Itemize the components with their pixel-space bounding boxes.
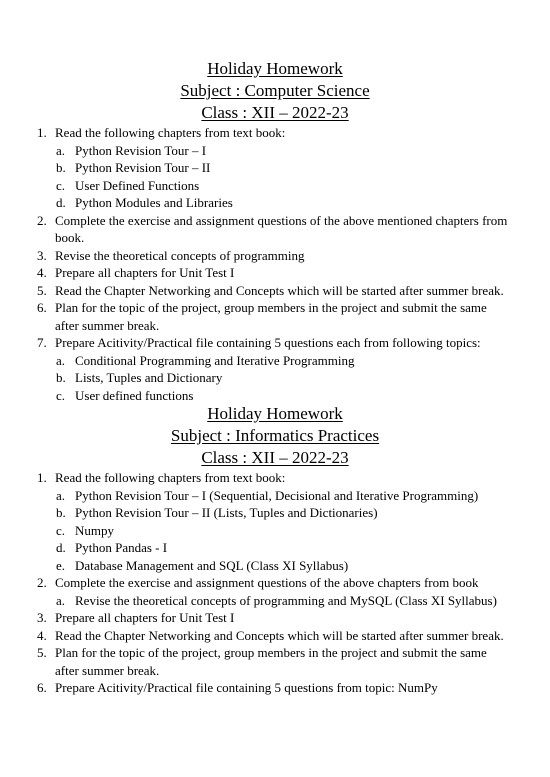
task-item [0,679,550,697]
subtask-letter: b. [56,370,66,385]
ip-subject: Subject : Informatics Practices [170,426,380,445]
task-text: Prepare Acitivity/Practical file containing 5 questions each from following topics: [55,335,481,350]
subtask-text: Numpy [75,522,114,538]
subtask-letter: a. [56,592,66,608]
subtask-item [55,369,510,387]
task-text: Read the following chapters from text book: [55,125,286,140]
subtask-list [55,142,510,212]
subtask-letter: c. [56,387,66,403]
subtask-text: Python Modules and Libraries [75,195,233,210]
task-item [0,247,550,265]
task-text: Complete the exercise and assignment questions of the above mentioned chapters from book. [55,212,508,245]
subtask-letter: a. [56,352,66,368]
task-item [0,644,550,679]
subtask-text: Revise the theoretical concepts of programming and MySQL (Class XI Syllabus) [75,592,497,608]
subtask-item [55,387,510,405]
subtask-list [55,487,510,575]
subtask-item [55,539,510,557]
task-item [0,609,550,627]
subtask-letter: d. [56,195,66,210]
subtask-text: Lists, Tuples and Dictionary [75,370,223,385]
task-text: Read the Chapter Networking and Concepts which will be started after summer break. [55,282,504,298]
task-item [0,124,550,212]
task-item [0,299,550,334]
task-number: 2. [37,212,47,228]
subtask-text: Python Pandas - I [75,540,168,555]
task-item [0,334,550,404]
ip-class: Class : XII – 2022-23 [201,448,349,467]
task-item [0,469,550,574]
subtask-letter: a. [56,142,66,158]
subtask-text: Python Revision Tour – II [75,160,211,175]
cs-section [0,58,550,404]
subtask-text: Python Revision Tour – I (Sequential, Decisional and Iterative Programming) [75,487,479,503]
subtask-text: Python Revision Tour – II (Lists, Tuples and Dictionaries) [75,505,378,520]
task-number: 7. [37,335,47,350]
subtask-letter: c. [56,522,66,538]
task-number: 6. [37,680,47,695]
subtask-letter: b. [56,505,66,520]
task-number: 3. [37,610,47,625]
task-item [0,282,550,300]
task-text: Plan for the topic of the project, group members in the project and submit the same after summer break. [55,645,487,678]
task-text: Prepare all chapters for Unit Test I [55,265,235,280]
task-item [0,627,550,645]
cs-task-list [0,124,550,404]
subtask-text: Python Revision Tour – I [75,142,207,158]
task-text: Prepare all chapters for Unit Test I [55,610,235,625]
ip-task-list [0,469,550,697]
task-number: 5. [37,645,47,660]
task-text: Revise the theoretical concepts of programming [55,247,305,263]
subtask-letter: c. [56,177,66,193]
subtask-item [55,487,510,505]
subtask-list [55,592,510,610]
task-text: Read the Chapter Networking and Concepts which will be started after summer break. [55,627,504,643]
task-item [0,264,550,282]
task-number: 2. [37,575,47,590]
subtask-item [55,557,510,575]
task-number: 4. [37,627,47,643]
task-item [0,574,550,609]
subtask-item [55,159,510,177]
task-text: Prepare Acitivity/Practical file containing 5 questions from topic: NumPy [55,680,438,695]
task-item [0,212,550,247]
subtask-letter: e. [56,557,66,573]
task-number: 1. [37,125,47,140]
subtask-text: Database Management and SQL (Class XI Syllabus) [75,557,349,573]
task-number: 5. [37,282,47,298]
subtask-item [55,177,510,195]
ip-title: Holiday Homework [207,404,343,423]
subtask-text: Conditional Programming and Iterative Programming [75,352,355,368]
ip-section [0,403,550,697]
cs-class: Class : XII – 2022-23 [201,103,349,122]
subtask-letter: b. [56,160,66,175]
subtask-item [55,592,510,610]
task-number: 6. [37,300,47,315]
subtask-letter: d. [56,540,66,555]
task-number: 4. [37,265,47,280]
subtask-text: User defined functions [75,387,194,403]
task-text: Plan for the topic of the project, group members in the project and submit the same after summer break. [55,300,487,333]
task-number: 3. [37,247,47,263]
task-number: 1. [37,470,47,485]
subtask-item [55,504,510,522]
cs-subject: Subject : Computer Science [180,81,370,100]
subtask-list [55,352,510,405]
subtask-letter: a. [56,487,66,503]
subtask-item [55,352,510,370]
task-text: Read the following chapters from text book: [55,470,286,485]
task-text: Complete the exercise and assignment questions of the above chapters from book [55,575,479,590]
subtask-item [55,142,510,160]
subtask-item [55,194,510,212]
subtask-item [55,522,510,540]
subtask-text: User Defined Functions [75,177,200,193]
cs-title: Holiday Homework [207,59,343,78]
